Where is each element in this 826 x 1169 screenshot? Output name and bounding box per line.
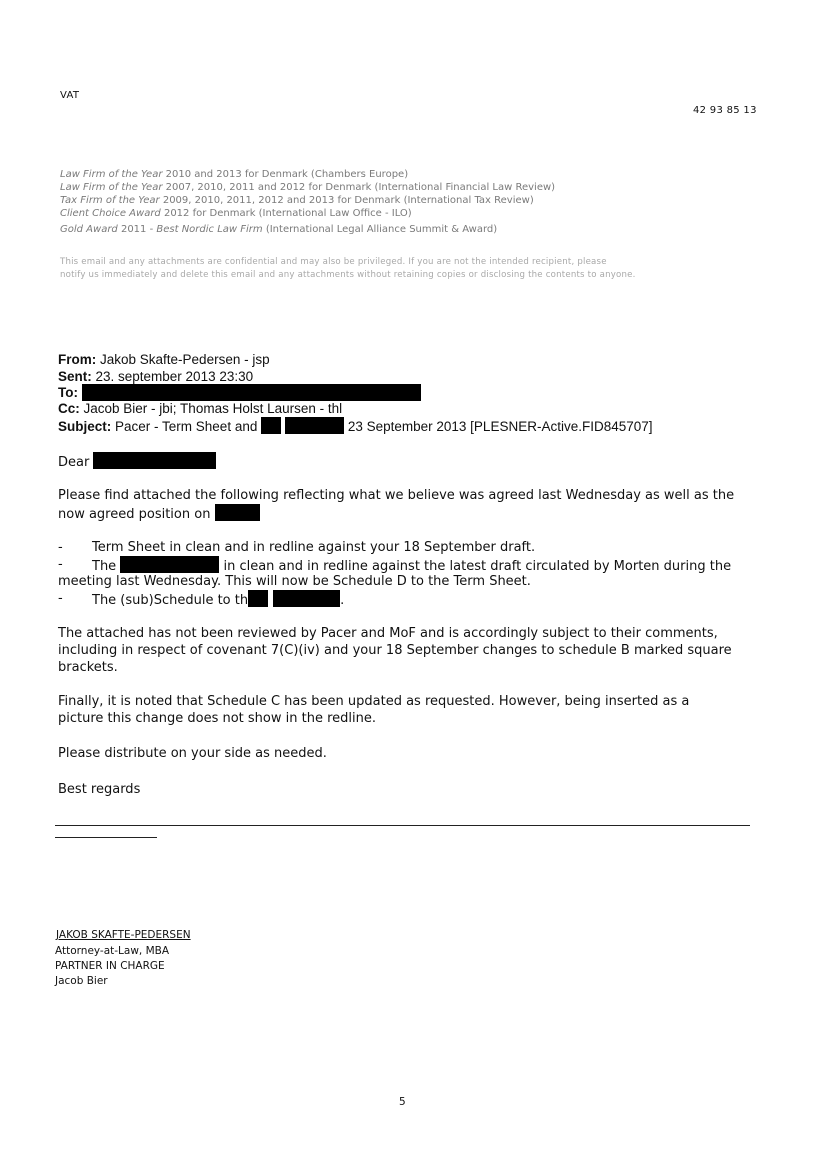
redaction-block xyxy=(82,384,421,401)
redaction-block xyxy=(273,590,340,607)
paragraph-2-line-2: including in respect of covenant 7(C)(iv) and your 18 September changes to schedule B marked square xyxy=(58,643,732,658)
award-line: Law Firm of the Year 2007, 2010, 2011 and 2012 for Denmark (International Financial Law Review) xyxy=(60,182,556,193)
bullet-dash: - xyxy=(58,540,63,555)
paragraph-4: Please distribute on your side as needed. xyxy=(58,746,327,761)
separator-line-short xyxy=(55,837,157,838)
bullet-3: The (sub)Schedule to th . xyxy=(92,590,344,609)
redaction-block xyxy=(261,417,281,434)
signature-role: PARTNER IN CHARGE xyxy=(55,960,165,972)
paragraph-3-line-2: picture this change does not show in the redline. xyxy=(58,711,376,726)
vat-number: 42 93 85 13 xyxy=(693,105,757,116)
award-line: Client Choice Award 2012 for Denmark (International Law Office - ILO) xyxy=(60,208,412,219)
bullet-1: Term Sheet in clean and in redline against your 18 September draft. xyxy=(92,540,536,555)
award-line: Law Firm of the Year 2010 and 2013 for Denmark (Chambers Europe) xyxy=(60,169,409,180)
paragraph-1-line-1: Please find attached the following reflecting what we believe was agreed last Wednesday as well as the xyxy=(58,488,735,503)
disclaimer-line-2: notify us immediately and delete this email and any attachments without retaining copies or disclosing the contents to anyone. xyxy=(60,270,636,280)
award-line: Gold Award 2011 - Best Nordic Law Firm (International Legal Alliance Summit & Award) xyxy=(60,224,498,235)
from-row: From: Jakob Skafte-Pedersen - jsp xyxy=(58,352,270,367)
bullet-2: The in clean and in redline against the latest draft circulated by Morten during the xyxy=(92,556,731,575)
redaction-block xyxy=(285,417,344,434)
award-line: Tax Firm of the Year 2009, 2010, 2011, 2012 and 2013 for Denmark (International Tax Review) xyxy=(60,195,534,206)
paragraph-2-line-3: brackets. xyxy=(58,660,118,675)
signature-assistant: Jacob Bier xyxy=(55,975,108,987)
vat-label: VAT xyxy=(60,90,80,101)
greeting: Dear xyxy=(58,452,216,471)
sent-row: Sent: 23. september 2013 23:30 xyxy=(58,369,254,384)
bullet-dash: - xyxy=(58,557,63,572)
signature-title: Attorney-at-Law, MBA xyxy=(55,945,170,957)
paragraph-1-line-2: now agreed position on xyxy=(58,504,260,523)
cc-row: Cc: Jacob Bier - jbi; Thomas Holst Laursen - thl xyxy=(58,401,343,416)
page-number: 5 xyxy=(399,1096,406,1108)
subject-row: Subject: Pacer - Term Sheet and 23 September 2013 [PLESNER-Active.FID845707] xyxy=(58,419,653,434)
bullet-2-continuation: meeting last Wednesday. This will now be Schedule D to the Term Sheet. xyxy=(58,574,531,589)
paragraph-3-line-1: Finally, it is noted that Schedule C has been updated as requested. However, being inserted as a xyxy=(58,694,690,709)
redaction-block xyxy=(248,590,268,607)
redaction-block xyxy=(215,504,260,521)
paragraph-2-line-1: The attached has not been reviewed by Pacer and MoF and is accordingly subject to their comments, xyxy=(58,626,718,641)
disclaimer-line-1: This email and any attachments are confidential and may also be privileged. If you are not the intended recipient, please xyxy=(60,257,607,267)
closing: Best regards xyxy=(58,782,141,797)
bullet-dash: - xyxy=(58,591,63,606)
signature-name: JAKOB SKAFTE-PEDERSEN xyxy=(56,929,191,941)
redaction-block xyxy=(120,556,219,573)
redaction-block xyxy=(93,452,216,469)
separator-line xyxy=(55,825,750,826)
to-row: To: xyxy=(58,385,78,400)
